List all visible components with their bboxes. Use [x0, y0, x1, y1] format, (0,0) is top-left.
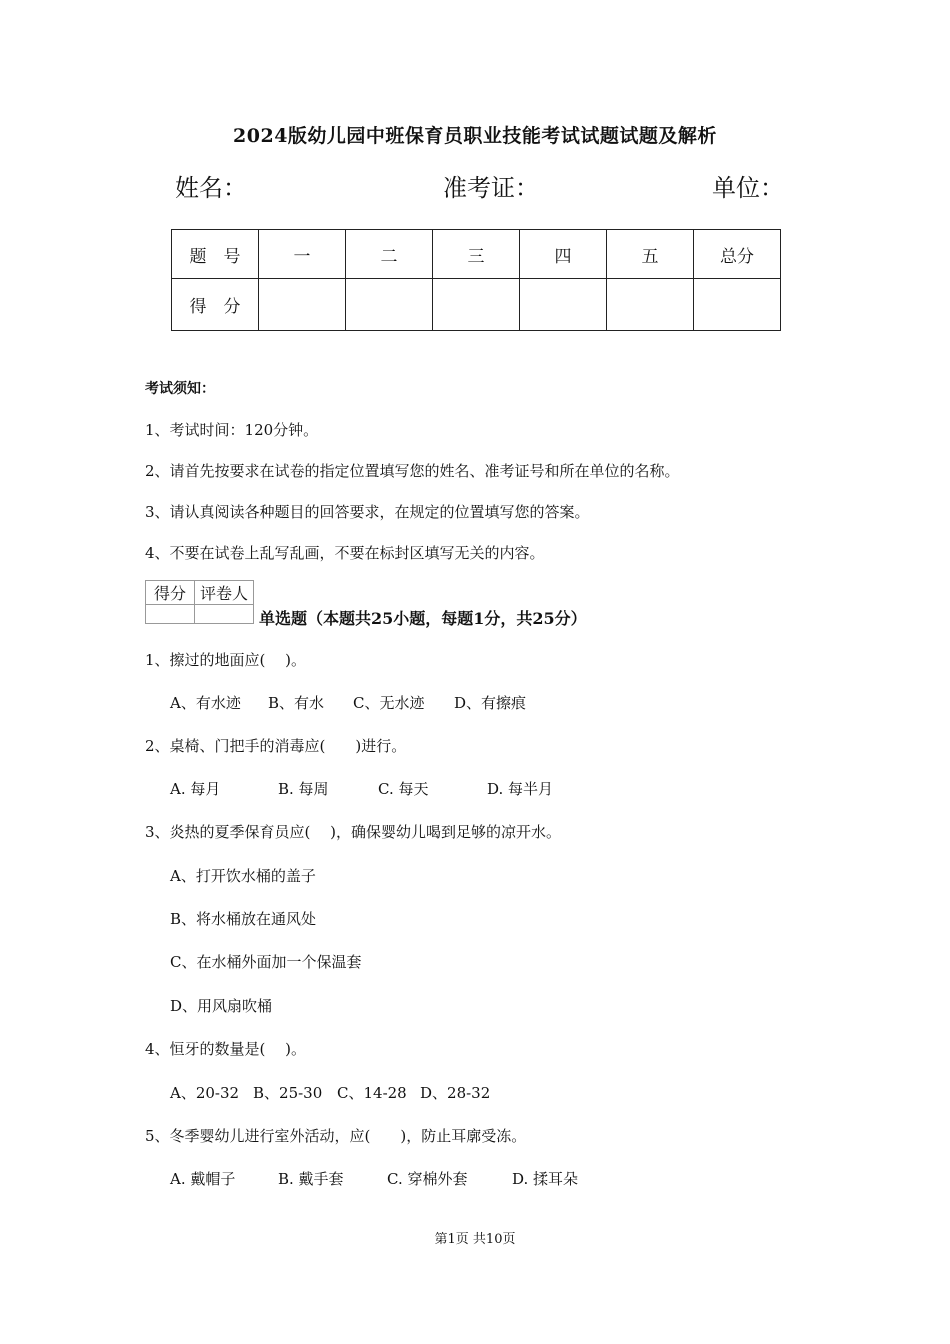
question-option: A、打开饮水桶的盖子 — [170, 867, 316, 885]
document-title: 2024版幼儿园中班保育员职业技能考试试题试题及解析 — [233, 125, 717, 147]
score-cell — [259, 279, 346, 331]
score-cell — [694, 279, 781, 331]
notice-item: 3、请认真阅读各种题目的回答要求，在规定的位置填写您的答案。 — [145, 503, 590, 521]
score-cell — [607, 279, 694, 331]
notice-item: 2、请首先按要求在试卷的指定位置填写您的姓名、准考证号和所在单位的名称。 — [145, 462, 680, 480]
question-option: C、14-28 — [337, 1084, 407, 1102]
score-cell — [346, 279, 433, 331]
question-stem: 3、炎热的夏季保育员应( )，确保婴幼儿喝到足够的凉开水。 — [145, 823, 562, 841]
question-option: B、有水 — [268, 694, 325, 712]
question-option: B、将水桶放在通风处 — [170, 910, 317, 928]
score-table-header-cell: 总分 — [694, 230, 781, 279]
score-table-header-cell: 题 号 — [172, 230, 259, 279]
question-option: A. 每月 — [170, 780, 221, 798]
question-option: A、20-32 — [170, 1084, 240, 1102]
score-table — [171, 229, 781, 331]
question-option: A、有水迹 — [170, 694, 241, 712]
question-option: C、无水迹 — [353, 694, 425, 712]
score-table-header-cell: 五 — [607, 230, 694, 279]
score-table-header-cell: 二 — [346, 230, 433, 279]
notice-title: 考试须知： — [145, 381, 215, 397]
score-cell — [433, 279, 520, 331]
grader-table-score-label: 得分 — [146, 581, 195, 605]
question-option: D、有擦痕 — [454, 694, 527, 712]
notice-item: 4、不要在试卷上乱写乱画，不要在标封区填写无关的内容。 — [145, 544, 545, 562]
question-option: B. 戴手套 — [278, 1170, 344, 1188]
question-stem: 4、恒牙的数量是( )。 — [145, 1040, 307, 1058]
question-option: D. 揉耳朵 — [512, 1170, 579, 1188]
section-title: 单选题（本题共25小题，每题1分，共25分） — [259, 609, 587, 628]
question-stem: 2、桌椅、门把手的消毒应( )进行。 — [145, 737, 407, 755]
question-option: D、28-32 — [420, 1084, 491, 1102]
exam-id-label: 准考证： — [443, 174, 539, 202]
grader-table-grader-label: 评卷人 — [195, 581, 254, 605]
grader-table-cell — [195, 605, 254, 624]
grader-table — [145, 580, 254, 624]
question-option: A. 戴帽子 — [170, 1170, 236, 1188]
name-label: 姓名： — [175, 174, 247, 202]
question-option: D、用风扇吹桶 — [170, 997, 273, 1015]
question-option: D. 每半月 — [487, 780, 554, 798]
question-stem: 1、擦过的地面应( )。 — [145, 651, 307, 669]
grader-table-cell — [146, 605, 195, 624]
question-option: C、在水桶外面加一个保温套 — [170, 953, 362, 971]
notice-item: 1、考试时间：120分钟。 — [145, 421, 319, 439]
question-option: B、25-30 — [253, 1084, 323, 1102]
question-option: C. 每天 — [378, 780, 429, 798]
unit-label: 单位： — [712, 174, 784, 202]
question-option: B. 每周 — [278, 780, 329, 798]
score-table-header-cell: 三 — [433, 230, 520, 279]
score-table-header-cell: 四 — [520, 230, 607, 279]
score-table-score-row — [172, 279, 781, 331]
page-footer: 第1页 共10页 — [434, 1232, 516, 1247]
score-table-header-row — [172, 230, 781, 279]
score-row-label: 得 分 — [172, 279, 259, 331]
question-option: C. 穿棉外套 — [387, 1170, 468, 1188]
question-stem: 5、冬季婴幼儿进行室外活动，应( )，防止耳廓受冻。 — [145, 1127, 527, 1145]
score-cell — [520, 279, 607, 331]
score-table-header-cell: 一 — [259, 230, 346, 279]
